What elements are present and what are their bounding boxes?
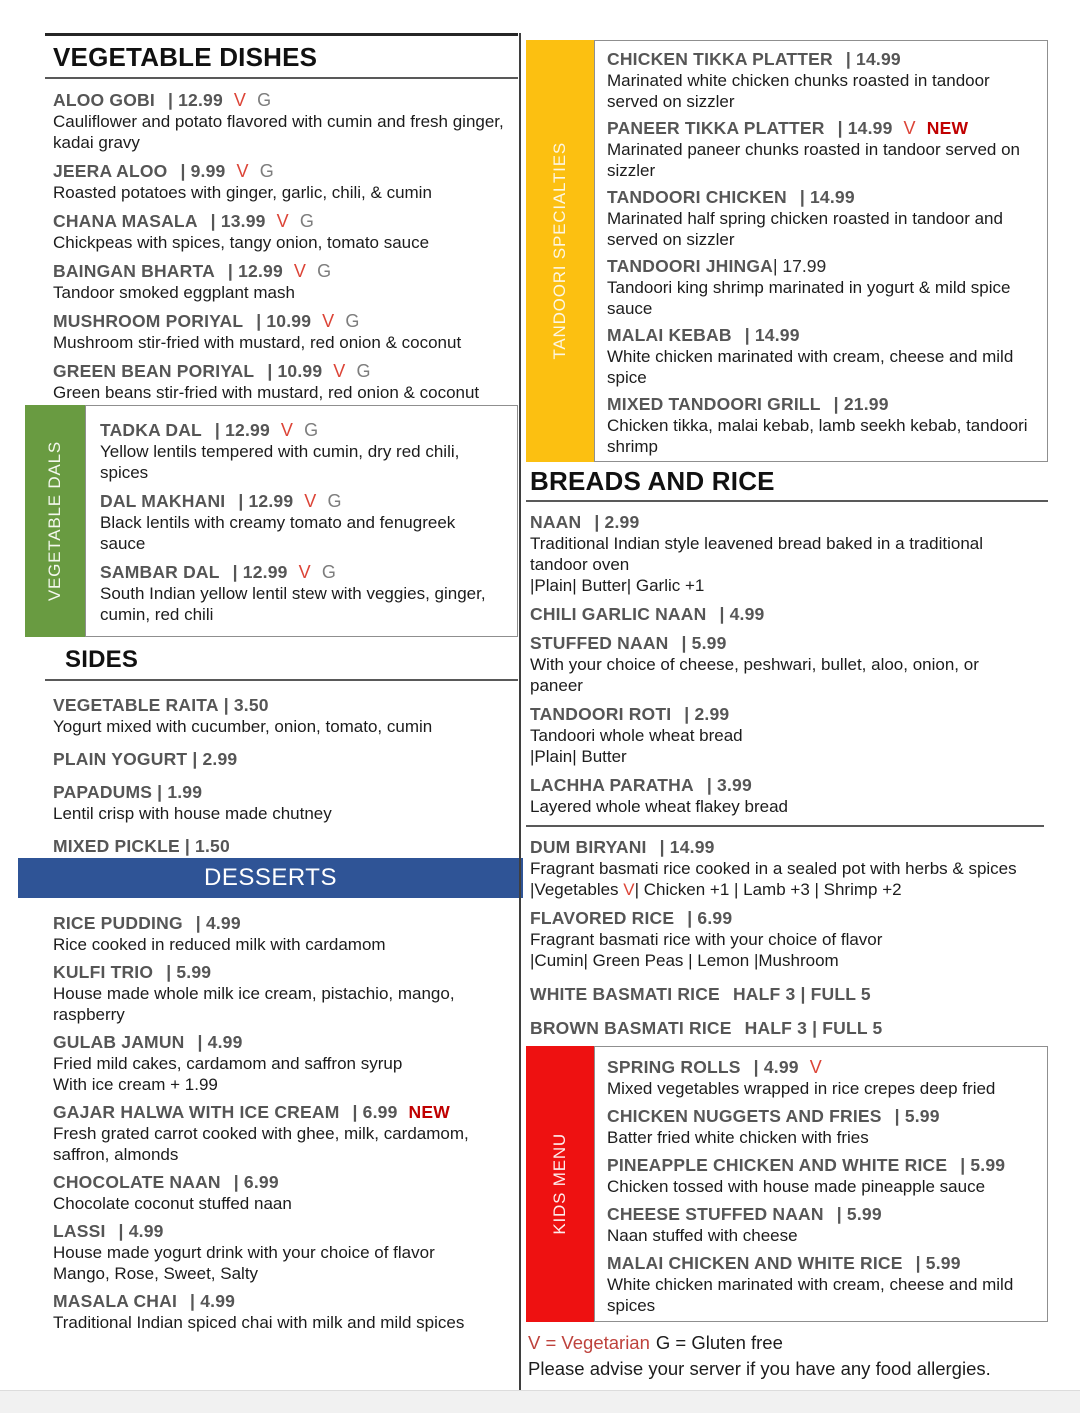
item-name: PLAIN YOGURT [53, 749, 188, 769]
item-price: | 5.99 [836, 1204, 882, 1224]
item-name: BROWN BASMATI RICE [530, 1018, 732, 1038]
item-name: JEERA ALOO [53, 161, 168, 181]
item-price: | 2.99 [684, 704, 730, 724]
menu-item [607, 1057, 1029, 1099]
item-price: | 14.99 [744, 325, 800, 345]
menu-item-head [530, 512, 1035, 533]
item-price: | 4.99 [197, 1032, 243, 1052]
menu-item [53, 1102, 503, 1165]
menu-item [530, 908, 1035, 971]
menu-item-head [530, 908, 1035, 929]
menu-item [530, 1018, 1035, 1039]
item-name: KULFI TRIO [53, 962, 154, 982]
menu-item [530, 837, 1035, 900]
menu-item-head [530, 704, 1035, 725]
menu-item-head [53, 311, 511, 332]
item-price: | 5.99 [894, 1106, 940, 1126]
item-name: TANDOORI JHINGA [607, 256, 774, 276]
menu-item-head [53, 782, 518, 803]
menu-item [607, 325, 1029, 388]
vegetarian-badge: V [280, 420, 294, 440]
menu-item-head [53, 1291, 503, 1312]
menu-item [53, 261, 511, 303]
vegetable-dishes-header [45, 33, 518, 79]
menu-item [53, 90, 511, 153]
vegetable-dishes-list [45, 79, 511, 403]
menu-item-head [53, 1032, 503, 1053]
menu-item-head [53, 90, 511, 111]
menu-item [607, 1204, 1029, 1246]
item-name: CHANA MASALA [53, 211, 198, 231]
menu-item [530, 604, 1035, 625]
item-price: | 4.99 [190, 1291, 236, 1311]
vegetable-dals-sidebar [25, 405, 85, 637]
menu-item-head [607, 1253, 1029, 1274]
item-description: Marinated half spring chicken roasted in tandoor and served on sizzler [607, 209, 1003, 249]
menu-item [607, 49, 1029, 112]
item-name: WHITE BASMATI RICE [530, 984, 720, 1004]
item-name: MIXED PICKLE [53, 836, 180, 856]
menu-item-head [530, 633, 1035, 654]
item-price: | 14.99 [845, 49, 901, 69]
item-description: House made yogurt drink with your choice of flavor [53, 1243, 435, 1262]
vegetable-dals-list [85, 405, 518, 637]
gluten-free-badge: G [356, 361, 371, 381]
item-description: Tandoori king shrimp marinated in yogurt & mild spice sauce [607, 278, 1011, 318]
menu-item [607, 394, 1029, 457]
item-name: MIXED TANDOORI GRILL [607, 394, 821, 414]
menu-item-head [607, 325, 1029, 346]
gluten-free-badge: G [327, 491, 342, 511]
legend-markers [528, 1330, 1048, 1356]
menu-item [100, 491, 501, 554]
vegetarian-badge: V [809, 1057, 822, 1077]
kids-menu-sidebar [526, 1046, 594, 1322]
new-badge: NEW [926, 118, 969, 138]
item-price: | 3.50 [223, 695, 269, 715]
item-description: Traditional Indian spiced chai with milk and mild spices [53, 1313, 465, 1332]
new-badge: NEW [408, 1102, 450, 1122]
item-name: TANDOORI ROTI [530, 704, 672, 724]
menu-item [530, 633, 1035, 696]
item-description: |Plain| Butter| Garlic +1 [530, 576, 705, 595]
item-price: | 1.99 [157, 782, 203, 802]
item-description: Rice cooked in reduced milk with cardamom [53, 935, 386, 954]
item-description: Traditional Indian style leavened bread baked in a traditional tandoor oven [530, 534, 983, 574]
left-column [45, 33, 518, 411]
item-description: Batter fried white chicken with fries [607, 1128, 869, 1147]
menu-item-head [100, 562, 501, 583]
item-price: | 4.99 [118, 1221, 164, 1241]
item-description: Chickpeas with spices, tangy onion, tomato sauce [53, 233, 430, 252]
menu-item-head [607, 1204, 1029, 1225]
item-price: | 2.99 [192, 749, 238, 769]
menu-item-head [53, 211, 511, 232]
item-price: | 4.99 [753, 1057, 799, 1077]
item-price: | 13.99 [210, 211, 266, 231]
section-title-sides: SIDES [65, 646, 139, 673]
menu-item-head [607, 118, 1029, 139]
menu-item-head [53, 695, 518, 716]
item-description: Black lentils with creamy tomato and fenugreek sauce [100, 513, 456, 553]
column-divider [519, 33, 521, 1390]
menu-item [607, 256, 1029, 319]
item-description: Tandoori whole wheat bread [530, 726, 743, 745]
item-description: With ice cream + 1.99 [53, 1075, 218, 1094]
item-description: Tandoor smoked eggplant mash [53, 283, 295, 302]
item-name: GULAB JAMUN [53, 1032, 185, 1052]
section-title-breads-and-rice: BREADS AND RICE [530, 466, 775, 496]
gluten-free-badge: G [299, 211, 315, 231]
menu-item-head [53, 1221, 503, 1242]
item-description: Marinated paneer chunks roasted in tandoor served on sizzler [607, 140, 1020, 180]
menu-item [607, 1106, 1029, 1148]
item-price: | 5.99 [166, 962, 212, 982]
item-name: ALOO GOBI [53, 90, 155, 110]
item-name: PINEAPPLE CHICKEN AND WHITE RICE [607, 1155, 948, 1175]
item-name: DUM BIRYANI [530, 837, 647, 857]
section-title-vegetable-dals: VEGETABLE DALS [45, 440, 64, 602]
item-description: |Vegetables V| Chicken +1 | Lamb +3 | Shrimp +2 [530, 880, 902, 899]
menu-item [100, 562, 501, 625]
menu-item [530, 704, 1035, 767]
menu-item [53, 1221, 503, 1284]
item-description: Chocolate coconut stuffed naan [53, 1194, 292, 1213]
item-price: | 5.99 [681, 633, 727, 653]
item-price: | 1.50 [184, 836, 230, 856]
menu-item [53, 361, 511, 403]
rice-list [526, 837, 1035, 1039]
item-name: PANEER TIKKA PLATTER [607, 118, 825, 138]
vegetarian-badge: V [236, 161, 249, 181]
item-name: TADKA DAL [100, 420, 202, 440]
menu-item [53, 1172, 503, 1214]
item-description: Fried mild cakes, cardamom and saffron syrup [53, 1054, 403, 1073]
item-price: | 12.99 [232, 562, 288, 582]
item-name: GREEN BEAN PORIYAL [53, 361, 255, 381]
menu-item-head [53, 913, 503, 934]
legend-gluten-free: G = Gluten free [655, 1332, 783, 1353]
menu-item-head [53, 261, 511, 282]
vegetarian-badge: V [293, 261, 307, 281]
gluten-free-badge: G [259, 161, 274, 181]
item-description: Yellow lentils tempered with cumin, dry red chili, spices [100, 442, 460, 482]
menu-item-head [530, 984, 1035, 1005]
item-description: Mango, Rose, Sweet, Salty [53, 1264, 259, 1283]
kids-menu-block [526, 1046, 1048, 1322]
item-name: LASSI [53, 1221, 106, 1241]
item-price: | 14.99 [659, 837, 715, 857]
item-name: MALAI CHICKEN AND WHITE RICE [607, 1253, 903, 1273]
item-name: LACHHA PARATHA [530, 775, 694, 795]
menu-item-head [607, 256, 1029, 277]
menu-item-head [607, 1155, 1029, 1176]
vegetarian-badge: V [333, 361, 346, 381]
item-price: | 21.99 [833, 394, 889, 414]
vegetarian-badge: V [298, 562, 311, 582]
item-name: CHOCOLATE NAAN [53, 1172, 221, 1192]
item-description: Green beans stir-fried with mustard, red onion & coconut [53, 383, 480, 402]
sides-section [45, 643, 518, 869]
item-description: Yogurt mixed with cucumber, onion, tomato, cumin [53, 717, 433, 736]
item-name: DAL MAKHANI [100, 491, 226, 511]
tandoori-specialties-sidebar [526, 40, 594, 462]
page-bottom-strip [0, 1390, 1080, 1413]
item-description: Fragrant basmati rice with your choice of flavor [530, 930, 883, 949]
item-name: NAAN [530, 512, 582, 532]
item-name: PAPADUMS [53, 782, 153, 802]
vegetarian-badge: V [276, 211, 289, 231]
menu-item [530, 775, 1035, 817]
menu-item [607, 118, 1029, 181]
menu-item [53, 749, 518, 770]
menu-item-head [530, 604, 1035, 625]
item-description: Mushroom stir-fried with mustard, red onion & coconut [53, 333, 462, 352]
item-price: | 14.99 [799, 187, 855, 207]
vegetarian-badge: V [903, 118, 916, 138]
section-title-kids-menu: KIDS MENU [550, 1133, 569, 1235]
item-price: | 6.99 [352, 1102, 398, 1122]
menu-item [530, 512, 1035, 596]
item-price: | 5.99 [960, 1155, 1006, 1175]
item-name: MUSHROOM PORIYAL [53, 311, 244, 331]
menu-item [53, 311, 511, 353]
section-title-vegetable-dishes: VEGETABLE DISHES [53, 42, 318, 72]
menu-item-head [607, 394, 1029, 415]
item-description: Layered whole wheat flakey bread [530, 797, 788, 816]
item-price: | 12.99 [227, 261, 283, 281]
item-name: CHICKEN NUGGETS AND FRIES [607, 1106, 882, 1126]
item-price: | 4.99 [719, 604, 765, 624]
kids-menu-list [594, 1046, 1048, 1322]
item-price: HALF 3 | FULL 5 [732, 984, 871, 1004]
menu-item-head [53, 962, 503, 983]
menu-item [53, 161, 511, 203]
vegetarian-badge: V [322, 311, 335, 331]
item-description: Roasted potatoes with ginger, garlic, chili, & cumin [53, 183, 432, 202]
tandoori-specialties-block [526, 40, 1048, 462]
menu-item-head [100, 491, 501, 512]
menu-item [530, 984, 1035, 1005]
vegetable-dals-block [25, 405, 518, 637]
item-name: STUFFED NAAN [530, 633, 669, 653]
menu-item [53, 782, 518, 824]
item-description: Marinated white chicken chunks roasted in tandoor served on sizzler [607, 71, 990, 111]
menu-item [53, 211, 511, 253]
item-description: Mixed vegetables wrapped in rice crepes deep fried [607, 1079, 996, 1098]
item-name: VEGETABLE RAITA [53, 695, 219, 715]
item-description: Cauliflower and potato flavored with cumin and fresh ginger, kadai gravy [53, 112, 504, 152]
menu-item-head [53, 1102, 503, 1123]
vegetarian-badge: V [233, 90, 247, 110]
legend [528, 1330, 1048, 1382]
sides-header [45, 643, 518, 681]
item-name: FLAVORED RICE [530, 908, 675, 928]
section-title-desserts: DESSERTS [204, 864, 337, 891]
item-price: | 5.99 [915, 1253, 961, 1273]
gluten-free-badge: G [321, 562, 337, 582]
desserts-banner [18, 858, 523, 898]
item-price: | 12.99 [238, 491, 294, 511]
menu-item [53, 1032, 503, 1095]
menu-item-head [530, 837, 1035, 858]
menu-item-head [53, 1172, 503, 1193]
vegetarian-marker: V [623, 880, 635, 899]
menu-item [100, 420, 501, 483]
item-description: Naan stuffed with cheese [607, 1226, 798, 1245]
gluten-free-badge: G [317, 261, 332, 281]
item-price: | 17.99 [773, 256, 827, 276]
item-description: Chicken tossed with house made pineapple sauce [607, 1177, 986, 1196]
item-description: White chicken marinated with cream, cheese and mild spices [607, 1275, 1014, 1315]
menu-item-head [53, 361, 511, 382]
item-name: RICE PUDDING [53, 913, 183, 933]
item-name: MALAI KEBAB [607, 325, 732, 345]
item-price: | 10.99 [256, 311, 312, 331]
item-price: | 9.99 [180, 161, 226, 181]
item-price: | 10.99 [267, 361, 323, 381]
vegetarian-badge: V [304, 491, 317, 511]
gluten-free-badge: G [304, 420, 319, 440]
item-name: MASALA CHAI [53, 1291, 178, 1311]
menu-item [53, 1291, 503, 1333]
menu-item [53, 695, 518, 737]
gluten-free-badge: G [345, 311, 360, 331]
item-description: Fragrant basmati rice cooked in a sealed pot with herbs & spices [530, 859, 1017, 878]
item-price: | 12.99 [167, 90, 223, 110]
menu-item [607, 187, 1029, 250]
menu-item-head [53, 749, 518, 770]
menu-item-head [530, 1018, 1035, 1039]
item-description: South Indian yellow lentil stew with veggies, ginger, cumin, red chili [100, 584, 486, 624]
item-name: SAMBAR DAL [100, 562, 220, 582]
item-description: Chicken tikka, malai kebab, lamb seekh kebab, tandoori shrimp [607, 416, 1028, 456]
menu-item-head [607, 187, 1029, 208]
item-name: CHEESE STUFFED NAAN [607, 1204, 824, 1224]
tandoori-specialties-list [594, 40, 1048, 462]
breads-and-rice-header [526, 466, 1048, 502]
desserts-list [53, 913, 503, 1340]
menu-item-head [530, 775, 1035, 796]
breads-and-rice-section [526, 466, 1048, 1047]
item-price: | 6.99 [233, 1172, 279, 1192]
item-price: HALF 3 | FULL 5 [744, 1018, 883, 1038]
legend-vegetarian: V = Vegetarian [528, 1332, 650, 1353]
item-description: Fresh grated carrot cooked with ghee, milk, cardamom, saffron, almonds [53, 1124, 469, 1164]
item-price: | 6.99 [687, 908, 733, 928]
item-description: |Cumin| Green Peas | Lemon |Mushroom [530, 951, 839, 970]
item-name: SPRING ROLLS [607, 1057, 741, 1077]
menu-item [53, 836, 518, 857]
item-name: TANDOORI CHICKEN [607, 187, 787, 207]
menu-item-head [53, 161, 511, 182]
menu-item-head [607, 49, 1029, 70]
item-name: GAJAR HALWA WITH ICE CREAM [53, 1102, 340, 1122]
menu-item-head [100, 420, 501, 441]
gluten-free-badge: G [257, 90, 272, 110]
allergy-note: Please advise your server if you have any food allergies. [528, 1358, 991, 1379]
item-price: | 2.99 [594, 512, 640, 532]
item-price: | 12.99 [214, 420, 270, 440]
item-name: BAINGAN BHARTA [53, 261, 215, 281]
item-name: CHICKEN TIKKA PLATTER [607, 49, 833, 69]
section-title-tandoori-specialties: TANDOORI SPECIALTIES [550, 142, 569, 360]
menu-item [53, 962, 503, 1025]
breads-rice-separator [526, 825, 1044, 827]
item-price: | 14.99 [837, 118, 893, 138]
menu-item-head [607, 1106, 1029, 1127]
item-description: House made whole milk ice cream, pistachio, mango, raspberry [53, 984, 455, 1024]
menu-item [607, 1253, 1029, 1316]
item-description: With your choice of cheese, peshwari, bullet, aloo, onion, or paneer [530, 655, 979, 695]
menu-item [607, 1155, 1029, 1197]
breads-list [526, 502, 1035, 817]
menu-item-head [607, 1057, 1029, 1078]
menu-item-head [53, 836, 518, 857]
item-description: |Plain| Butter [530, 747, 627, 766]
item-price: | 4.99 [195, 913, 241, 933]
item-description: White chicken marinated with cream, cheese and mild spice [607, 347, 1014, 387]
item-name: CHILI GARLIC NAAN [530, 604, 707, 624]
item-description: Lentil crisp with house made chutney [53, 804, 332, 823]
sides-list [45, 681, 518, 857]
menu-item [53, 913, 503, 955]
item-price: | 3.99 [706, 775, 752, 795]
